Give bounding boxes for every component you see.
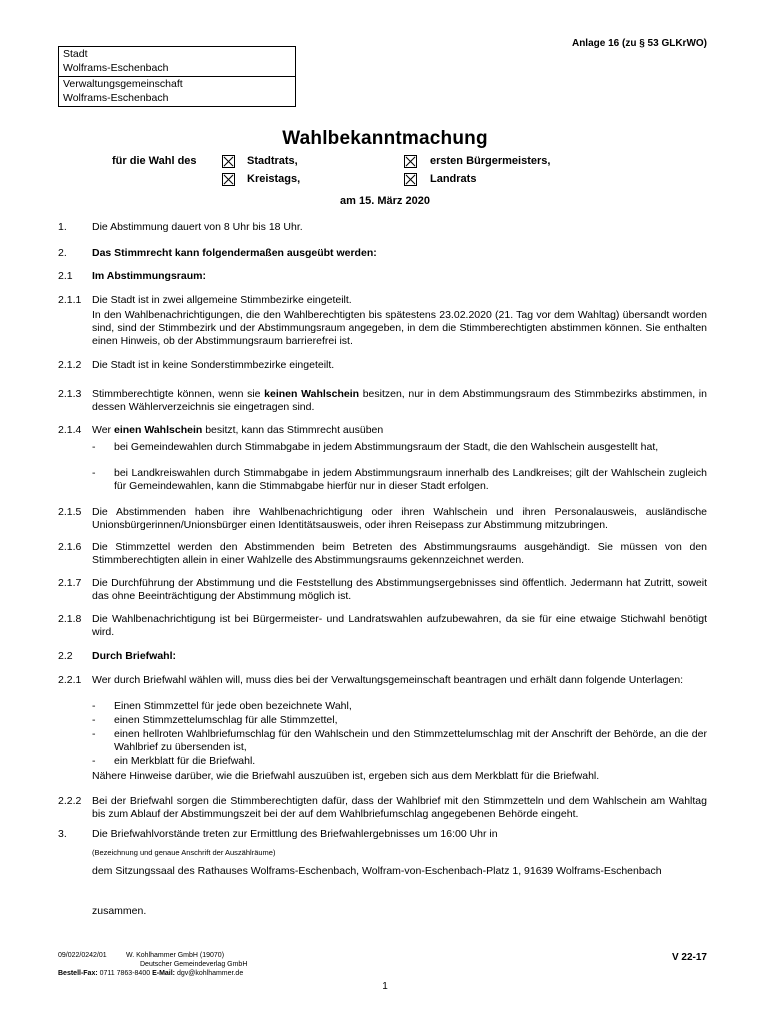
checkbox-stadtrat[interactable] — [222, 155, 235, 168]
list-item: bei Landkreiswahlen durch Stimmabgabe in jedem Abstimmungsraum innerhalb des Landkreises; gilt der Wahlschein zugleich für Gemeindewahlen, kann die Stimmabgabe hierfür nur in dieser Stadt erfolgen. — [114, 467, 707, 492]
address-line: Wolframs-Eschenbach — [63, 92, 169, 104]
section-text: Die Durchführung der Abstimmung und die Feststellung des Abstimmungsergebnisses sind öffentlich. Jedermann hat Zutritt, soweit das ohne Beeinträchtigung der Abstimmung möglich ist. — [92, 577, 707, 602]
section-heading: Das Stimmrecht kann folgendermaßen ausgeübt werden: — [92, 247, 377, 259]
list-item: einen hellroten Wahlbriefumschlag für den Wahlschein und den Stimmzettelumschlag mit der Anschrift der Behörde, an die der Wahlbrief zu übersenden ist, — [114, 728, 707, 753]
option-label-stadtrat: Stadtrats, — [247, 155, 298, 167]
section-text: In den Wahlbenachrichtigungen, die den Wahlberechtigten bis spätestens 23.02.2020 (21. Tag vor dem Wahltag) übersandt worden sind, sind der Stimmbezirk und der Abstimmungsraum angegeben, in dem die Stimmberechtigten abstimmen können. Sie enthalten einen Hinweis, ob der Abstimmungsraum barrierefrei ist. — [92, 309, 707, 347]
list-dash: - — [92, 467, 96, 479]
list-dash: - — [92, 728, 96, 740]
option-label-landrat: Landrats — [430, 173, 477, 185]
section-text — [92, 388, 707, 414]
election-date: am 15. März 2020 — [340, 195, 430, 207]
emphasis: einen Wahlschein — [113, 424, 203, 436]
text-part: Wer — [92, 424, 114, 436]
section-number: 2. — [58, 247, 67, 259]
page-number: 1 — [382, 981, 388, 992]
list-dash: - — [92, 755, 96, 767]
section-heading: Im Abstimmungsraum: — [92, 270, 206, 282]
email-label: E-Mail: — [152, 970, 176, 977]
filled-location[interactable]: dem Sitzungssaal des Rathauses Wolframs-Eschenbach, Wolfram-von-Eschenbach-Platz 1, 91639 Wolframs-Eschenbach — [92, 865, 662, 877]
emphasis: keinen Wahlschein — [264, 388, 360, 400]
section-heading: Durch Briefwahl: — [92, 650, 177, 662]
checkbox-landrat[interactable] — [404, 173, 417, 186]
election-prefix: für die Wahl des — [112, 155, 197, 167]
section-number: 2.1.7 — [58, 577, 82, 589]
section-number: 2.1.3 — [58, 388, 82, 400]
form-code: 09/022/0242/01 — [58, 952, 107, 959]
list-item: Einen Stimmzettel für jede oben bezeichnete Wahl, — [114, 700, 352, 712]
list-dash: - — [92, 714, 96, 726]
section-number: 2.1.4 — [58, 424, 82, 436]
section-text: Nähere Hinweise darüber, wie die Briefwahl auszuüben ist, ergeben sich aus dem Merkblatt für die Briefwahl. — [92, 770, 600, 782]
section-text: Die Abstimmenden haben ihre Wahlbenachrichtigung oder ihren Wahlschein und ihren Personalausweis, ausländische Unionsbürgerinnen/Unionsbürger einen Identitätsausweis, oder ihren Reisepass zur Abstimmung mitzubringen. — [92, 506, 707, 531]
section-text: Die Stadt ist in keine Sonderstimmbezirke eingeteilt. — [92, 359, 335, 371]
list-dash: - — [92, 700, 96, 712]
anlage-reference: Anlage 16 (zu § 53 GLKrWO) — [571, 38, 707, 49]
address-line: Wolframs-Eschenbach — [63, 62, 169, 74]
section-text: Die Stimmzettel werden den Abstimmenden beim Betreten des Abstimmungsraums ausgehändigt. Sie müssen von den Stimmberechtigten allein in einer Wahlzelle des Abstimmungsraums gekennzeichnet werden. — [92, 541, 707, 566]
list-item: einen Stimmzettelumschlag für alle Stimmzettel, — [114, 714, 338, 726]
section-number: 2.1.1 — [58, 294, 82, 306]
section-number: 2.2.1 — [58, 674, 82, 686]
text-part: besitzt, kann das Stimmrecht ausüben — [202, 424, 384, 436]
option-label-kreistag: Kreistags, — [247, 173, 301, 185]
fax-number: 0711 7863-8400 — [97, 970, 153, 977]
section-number: 2.1 — [58, 270, 73, 282]
section-number: 2.2 — [58, 650, 73, 662]
section-text: Die Abstimmung dauert von 8 Uhr bis 18 Uhr. — [92, 221, 303, 233]
checkbox-buergermeister[interactable] — [404, 155, 417, 168]
address-line: Verwaltungsgemeinschaft — [59, 76, 295, 92]
section-text: Die Stadt ist in zwei allgemeine Stimmbezirke eingeteilt. — [92, 294, 352, 306]
email-address[interactable]: dgv@kohlhammer.de — [175, 970, 244, 977]
section-text: Die Wahlbenachrichtigung ist bei Bürgermeister- und Landratswahlen aufzubewahren, da sie für eine etwaige Stichwahl benötigt wird. — [92, 613, 707, 638]
section-text: Bei der Briefwahl sorgen die Stimmberechtigten dafür, dass der Wahlbrief mit den Stimmzetteln und dem Wahlschein am Wahltag bis zum Ablauf der Abstimmungszeit bei der auf dem Wahlbriefumschlag angegebenen Behörde eingeht. — [92, 795, 707, 820]
document-title: Wahlbekanntmachung — [282, 128, 488, 149]
section-number: 1. — [58, 221, 67, 233]
section-number: 3. — [58, 828, 67, 840]
section-number: 2.1.8 — [58, 613, 82, 625]
section-number: 2.2.2 — [58, 795, 82, 807]
publisher-name: W. Kohlhammer GmbH (19070) — [126, 952, 225, 959]
section-number: 2.1.5 — [58, 506, 82, 518]
publisher-name-2: Deutscher Gemeindeverlag GmbH — [140, 961, 248, 968]
field-hint: (Bezeichnung und genaue Anschrift der Auszählräume) — [92, 848, 276, 857]
fax-label: Bestell-Fax: — [58, 970, 98, 977]
form-version: V 22-17 — [671, 952, 707, 963]
list-item: bei Gemeindewahlen durch Stimmabgabe in jedem Abstimmungsraum der Stadt, die den Wahlschein ausgestellt hat, — [114, 441, 659, 453]
section-text — [92, 424, 707, 437]
order-contact — [58, 969, 243, 978]
section-text: Die Briefwahlvorstände treten zur Ermittlung des Briefwahlergebnisses um 16:00 Uhr in — [92, 828, 498, 840]
list-item: ein Merkblatt für die Briefwahl. — [114, 755, 256, 767]
text-part: Stimmberechtigte können, wenn sie — [92, 388, 265, 400]
section-text: Wer durch Briefwahl wählen will, muss dies bei der Verwaltungsgemeinschaft beantragen und erhält dann folgende Unterlagen: — [92, 674, 684, 686]
text-part: besitzen, nur in dem Abstimmungsraum des Stimmbezirks abstimmen, in dessen Wählerverzeichnis sie eingetragen sind. — [92, 388, 707, 413]
address-line: Stadt — [63, 48, 88, 60]
section-number: 2.1.2 — [58, 359, 82, 371]
authority-address-box — [58, 46, 296, 107]
section-number: 2.1.6 — [58, 541, 82, 553]
checkbox-kreistag[interactable] — [222, 173, 235, 186]
list-dash: - — [92, 441, 96, 453]
closing-text: zusammen. — [92, 905, 147, 917]
option-label-buergermeister: ersten Bürgermeisters, — [430, 155, 551, 167]
